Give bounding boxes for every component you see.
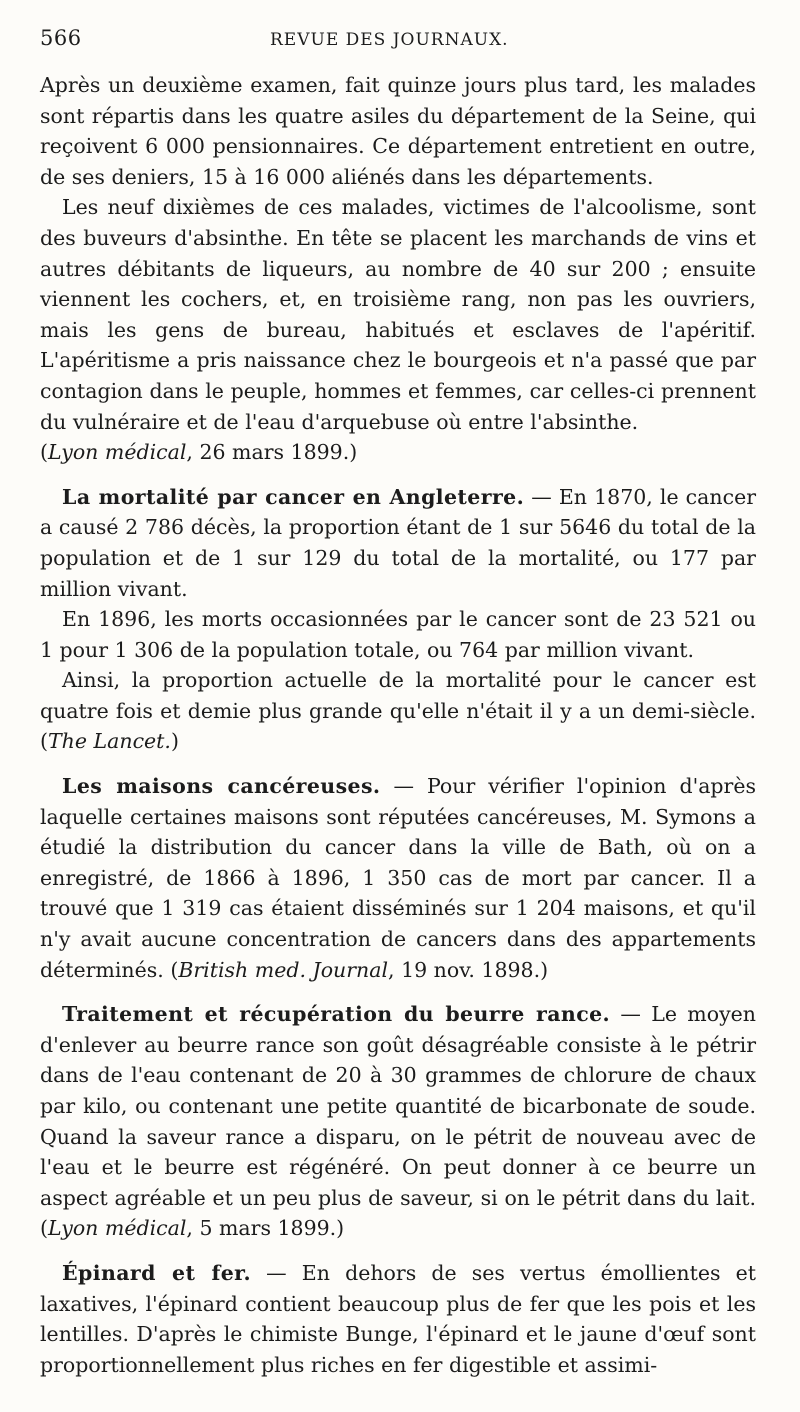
intro-citation-rest: , 26 mars 1899.) [186, 440, 358, 465]
intro-paragraph-2 [40, 192, 756, 467]
article-cancer-paragraph-1 [40, 482, 756, 604]
article-maisons-heading: Les maisons cancéreuses. [62, 774, 381, 799]
article-cancer-paragraph-2: En 1896, les morts occasionnées par le cancer sont de 23 521 ou 1 pour 1 306 de la population totale, ou 764 par million vivant. [40, 607, 756, 662]
article-cancer-citation-journal: The Lancet. [48, 729, 171, 754]
article-maisons-citation-rest: , 19 nov. 1898.) [388, 957, 549, 982]
article-cancer-angleterre [40, 482, 756, 757]
article-cancer-paragraph-3 [40, 665, 756, 757]
running-title: REVUE DES JOURNAUX. [270, 30, 509, 50]
article-beurre-heading: Traitement et récupération du beurre rance. [62, 1002, 611, 1027]
article-epinard-text: — En dehors de ses vertus émollientes et laxatives, l'épinard contient beaucoup plus de fer que les pois et les lentilles. D'après le chimiste Bunge, l'épinard et le jaune d'œuf sont proportionnellement plus riches en fer digestible et assimi- [40, 1260, 756, 1377]
article-epinard-fer [40, 1258, 756, 1380]
article-beurre-citation-rest: , 5 mars 1899.) [186, 1216, 345, 1241]
article-epinard-paragraph [40, 1258, 756, 1380]
article-beurre-rance [40, 999, 756, 1244]
article-cancer-text-1: — En 1870, le cancer a causé 2 786 décès, la proportion étant de 1 sur 5646 du total de la population et de 1 sur 129 du total de la mortalité, ou 177 par million vivant. [40, 484, 756, 601]
document-page [40, 26, 756, 1380]
article-maisons-text: — Pour vérifier l'opinion d'après laquelle certaines maisons sont réputées cancéreuses, M. Symons a étudié la distribution du cancer dans la ville de Bath, où on a enregistré, de 1866 à 1896, 1 350 cas de mort par cancer. Il a trouvé que 1 319 cas étaient disséminés sur 1 204 maisons, et qu'il n'y avait aucune concentration de cancers dans des appartements déterminés. [40, 774, 757, 982]
intro-paragraph-2-text: Les neuf dixièmes de ces malades, victimes de l'alcoolisme, sont des buveurs d'absinthe. En tête se placent les marchands de vins et autres débitants de liqueurs, au nombre de 40 sur 200 ; ensuite viennent les cochers, et, en troisième rang, non pas les ouvriers, mais les gens de bureau, habitués et esclaves de l'apéritif. L'apéritisme a pris naissance chez le bourgeois et n'a passé que par contagion dans le peuple, hommes et femmes, car celles-ci prennent du vulnéraire et de l'eau d'arquebuse où entre l'absinthe. [40, 195, 756, 434]
article-maisons-citation-journal: British med. Journal [178, 957, 389, 982]
page-number: 566 [40, 26, 82, 50]
article-beurre-text: — Le moyen d'enlever au beurre rance son goût désagréable consiste à le pétrir dans de l'eau contenant de 20 à 30 grammes de chlorure de chaux par kilo, ou contenant une petite quantité de bicarbonate de soude. Quand la saveur rance a disparu, on le pétrit de nouveau avec de l'eau et le beurre est régénéré. On peut donner à ce beurre un aspect agréable et un peu plus de saveur, si on le pétrit dans du lait. [40, 1002, 756, 1210]
article-epinard-heading: Épinard et fer. [62, 1260, 252, 1285]
article-cancer-heading: La mortalité par cancer en Angleterre. [62, 484, 525, 509]
article-cancer-citation-open: ( [40, 729, 48, 754]
article-beurre-paragraph [40, 999, 756, 1244]
running-header [40, 26, 756, 70]
article-cancer-citation-rest: ) [170, 729, 179, 754]
article-maisons-citation-open: ( [170, 957, 179, 982]
intro-citation-open: ( [40, 440, 48, 465]
intro-citation-journal: Lyon médical [48, 440, 187, 465]
article-maisons-cancereuses [40, 771, 756, 985]
article-cancer-text-3: Ainsi, la proportion actuelle de la mortalité pour le cancer est quatre fois et demie plus grande qu'elle n'était il y a un demi-siècle. [40, 668, 756, 723]
article-maisons-paragraph [40, 771, 756, 985]
article-beurre-citation-open: ( [40, 1216, 48, 1241]
intro-section [40, 70, 756, 468]
article-beurre-citation-journal: Lyon médical [48, 1216, 187, 1241]
intro-paragraph-1: Après un deuxième examen, fait quinze jours plus tard, les malades sont répartis dans les quatre asiles du département de la Seine, qui reçoivent 6 000 pensionnaires. Ce département entretient en outre, de ses deniers, 15 à 16 000 aliénés dans les départements. [40, 73, 756, 189]
